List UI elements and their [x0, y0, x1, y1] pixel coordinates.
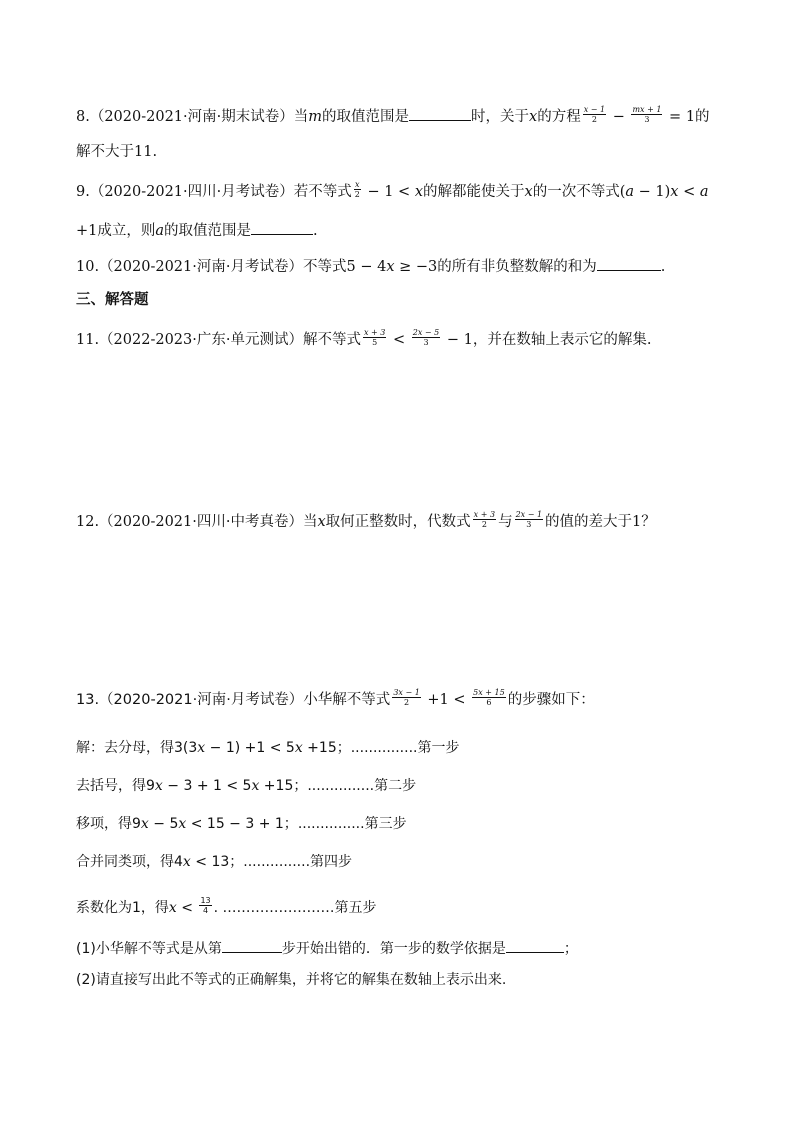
q13-sub1-a: (1)小华解不等式是从第	[76, 941, 222, 957]
q13-step2-b: − 3 + 1 < 5	[162, 778, 252, 794]
q8-mid1: 的取值范围是	[322, 109, 410, 125]
q9-mid3: − 1)	[634, 184, 671, 200]
q12-mid1: 取何正整数时，代数式	[325, 514, 471, 530]
q12-prefix: 12.（2020-2021·四川·中考真卷）当	[76, 514, 318, 530]
question-11	[76, 327, 652, 350]
q9-prefix: 9.（2020-2021·四川·月考试卷）若不等式	[76, 184, 352, 200]
question-13	[76, 687, 595, 710]
q9-mid2: 的一次不等式(	[532, 184, 626, 200]
q13-step4-b: < 13；	[190, 854, 244, 870]
q10-prefix: 10.（2020-2021·河南·月考试卷）不等式5 − 4	[76, 259, 387, 275]
q9-line2-end: .	[313, 223, 318, 239]
q12-tail: 的值的差大于1？	[545, 514, 656, 530]
q12-var-x: x	[317, 514, 326, 530]
q9-answer-blank[interactable]	[251, 220, 313, 235]
q8-var-m: m	[308, 109, 323, 125]
q11-fraction-1: $\frac{x + 3}{5}$	[363, 327, 386, 347]
q9-var-x-2: x	[524, 184, 533, 200]
question-12	[76, 509, 656, 532]
q9-var-a-1: a	[625, 184, 635, 200]
q8-minus: −	[608, 109, 630, 125]
q8-fraction-2: $\frac{mx + 1}{3}$	[632, 104, 662, 124]
q12-fraction-2: $\frac{2x - 1}{3}$	[515, 509, 543, 529]
q13-step5-b: . ……………………第五步	[213, 900, 377, 916]
q13-step4-x: x	[182, 854, 191, 870]
q10-mid: ≥ −3的所有非负整数解的和为	[394, 259, 597, 275]
q9-var-x-1: x	[414, 184, 424, 200]
q13-step1-x1: x	[197, 740, 206, 756]
q13-step-5	[76, 895, 377, 918]
q13-step-2	[76, 776, 416, 796]
q13-step1-d: ...............第一步	[350, 740, 460, 756]
q13-sub-question-2	[76, 970, 506, 990]
q9-mid1: 的解都能使关于	[423, 184, 525, 200]
q13-step3-d: ...............第三步	[297, 816, 407, 832]
q13-step2-a: 去括号，得9	[76, 778, 155, 794]
question-8-line-1	[76, 106, 710, 127]
q13-sub2: (2)请直接写出此不等式的正确解集，并将它的解集在数轴上表示出来.	[76, 972, 507, 988]
q13-step3-b: − 5	[148, 816, 179, 832]
q10-answer-blank[interactable]	[597, 256, 661, 271]
q9-var-x-3: x	[670, 184, 679, 200]
q13-step5-x: x	[168, 900, 177, 916]
q11-lt: <	[388, 332, 410, 348]
q13-step2-c: +15；	[259, 778, 308, 794]
q13-fraction-2: $\frac{5x + 15}{6}$	[473, 687, 505, 707]
q13-sub1-b: 步开始出错的．第一步的数学依据是	[281, 941, 506, 957]
q13-plus: +1 <	[422, 692, 471, 708]
q9-var-a-2: a	[699, 184, 709, 200]
q13-step4-c: ...............第四步	[243, 854, 353, 870]
q8-mid3: 的方程	[537, 109, 581, 125]
q13-step3-c: < 15 − 3 + 1；	[186, 816, 298, 832]
q8-answer-blank[interactable]	[409, 106, 471, 121]
q10-var-x: x	[386, 259, 395, 275]
q12-mid2: 与	[498, 514, 513, 530]
q13-step4-a: 合并同类项，得4	[76, 854, 183, 870]
q8-prefix: 8.（2020-2021·河南·期末试卷）当	[76, 109, 309, 125]
question-9-line-1	[76, 179, 709, 202]
q11-tail: − 1，并在数轴上表示它的解集.	[442, 332, 652, 348]
q9-fraction: $\frac{x}{2}$	[354, 179, 360, 199]
q13-tail: 的步骤如下：	[507, 692, 595, 708]
q8-mid2: 时，关于	[471, 109, 530, 125]
q13-step2-d: ...............第二步	[307, 778, 417, 794]
q13-step-1	[76, 738, 460, 758]
q9-ineq: − 1 <	[362, 184, 415, 200]
q13-step5-a: 系数化为1，得	[76, 900, 169, 916]
q13-sub-question-1	[76, 938, 578, 959]
q13-step1-a: 解：去分母，得3(3	[76, 740, 198, 756]
q13-step-4	[76, 852, 352, 872]
q8-fraction-1: $\frac{x - 1}{2}$	[583, 104, 606, 124]
q13-step2-x1: x	[154, 778, 163, 794]
q9-line2-start: +1成立，则	[76, 223, 156, 239]
q9-mid4: <	[678, 184, 700, 200]
q10-end: .	[660, 259, 666, 275]
q9-line2-mid: 的取值范围是	[164, 223, 252, 239]
q8-var-x: x	[529, 109, 538, 125]
q13-sub1-blank-1[interactable]	[222, 938, 282, 953]
q11-fraction-2: $\frac{2x - 5}{3}$	[412, 327, 440, 347]
question-10	[76, 256, 665, 277]
q13-step3-x2: x	[178, 816, 187, 832]
q13-step1-b: − 1) +1 < 5	[205, 740, 295, 756]
q11-prefix: 11.（2022-2023·广东·单元测试）解不等式	[76, 332, 361, 348]
q13-sub1-c: ；	[563, 941, 578, 957]
q13-step1-c: +15；	[302, 740, 351, 756]
question-9-line-2	[76, 220, 318, 241]
q13-step5-fraction: $\frac{13}{4}$	[200, 895, 211, 915]
q13-step5-lt: <	[176, 900, 198, 916]
q13-sub1-blank-2[interactable]	[506, 938, 564, 953]
question-8-line-2	[76, 142, 157, 162]
q8-tail: = 1的	[664, 109, 710, 125]
q13-fraction-1: $\frac{3x - 1}{2}$	[393, 687, 420, 707]
section-heading: 三、解答题	[76, 292, 149, 308]
q8-line2: 解不大于11.	[76, 144, 158, 160]
q12-fraction-1: $\frac{x + 3}{2}$	[473, 509, 496, 529]
q9-var-a-3: a	[155, 223, 165, 239]
q13-step1-x2: x	[294, 740, 303, 756]
q13-prefix: 13.（2020-2021·河南·月考试卷）小华解不等式	[76, 692, 391, 708]
q13-step3-x1: x	[140, 816, 149, 832]
q13-step3-a: 移项，得9	[76, 816, 141, 832]
q13-step2-x2: x	[251, 778, 260, 794]
q13-step-3	[76, 814, 407, 834]
